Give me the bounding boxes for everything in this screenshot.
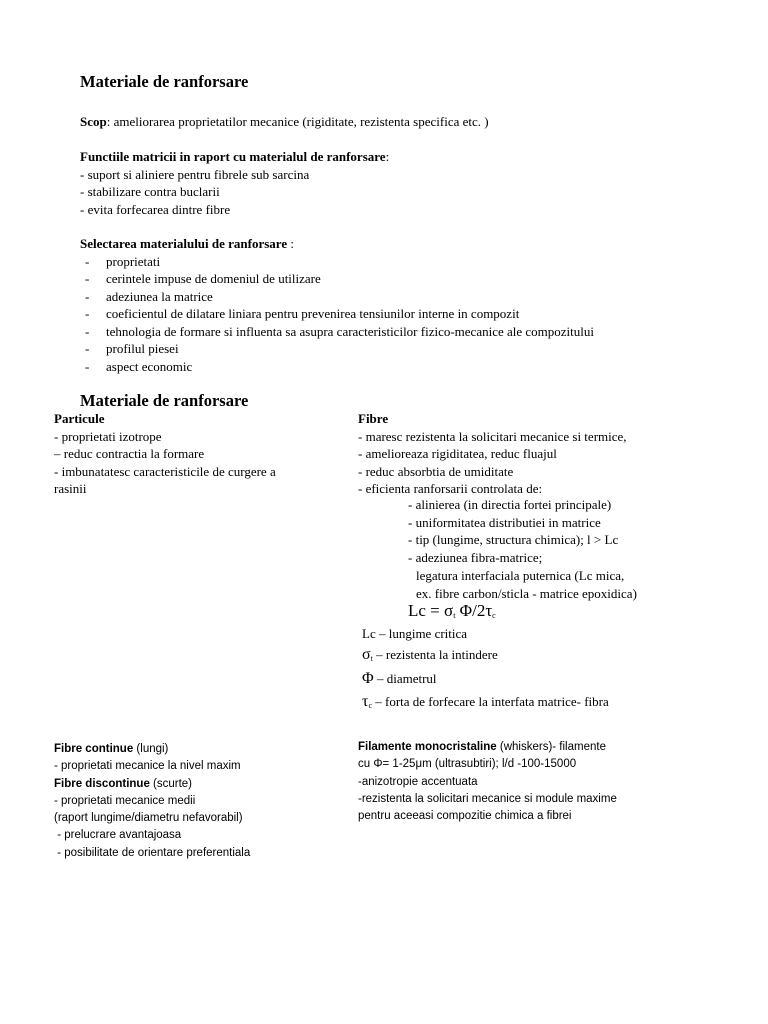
list-item: rasinii	[54, 481, 87, 496]
list-item: – reduc contractia la formare	[54, 446, 205, 461]
fibers-title: Fibre	[358, 411, 389, 426]
bond-line: ex. fibre carbon/sticla - matrice epoxidica)	[416, 585, 637, 601]
list-item: - posibilitate de orientare preferentiala	[54, 846, 251, 859]
list-item: (raport lungime/diametru nefavorabil)	[54, 812, 243, 825]
selection-heading	[80, 235, 594, 253]
legend-phi-symbol: Φ	[362, 670, 374, 687]
list-item: - coeficientul de dilatare liniara pentru prevenirea tensiunilor interne in compozit	[80, 305, 594, 323]
whiskers-title: Filamente monocristaline	[358, 741, 497, 753]
selection-title: Selectarea materialului de ranforsare	[80, 236, 288, 251]
formula-tau-sub: c	[492, 611, 496, 620]
discontinuous-note: (scurte)	[149, 777, 193, 790]
list-item: - profilul piesei	[80, 340, 594, 358]
legend-lc-symbol: Lc	[362, 626, 376, 641]
legend-tau-text: – forta de forfecare la interfata matrice- fibra	[372, 694, 609, 709]
list-item: - proprietati mecanice medii	[54, 794, 196, 807]
whiskers-block	[358, 739, 617, 825]
list-item: - amelioreaza rigiditatea, reduc fluajul	[358, 446, 557, 461]
list-item: - adeziunea la matrice	[80, 288, 594, 306]
continuous-note: (lungi)	[133, 743, 169, 755]
legend-sigma	[362, 646, 498, 668]
formula-middle: Φ/2τ	[455, 601, 493, 620]
legend-sigma-sub: t	[370, 654, 373, 663]
continuous-heading	[54, 741, 250, 758]
legend-lc-text: – lungime critica	[375, 626, 468, 641]
functions-heading	[80, 148, 389, 166]
scope-line	[80, 113, 489, 131]
list-item: -anizotropie accentuata	[358, 775, 478, 788]
legend-lc	[362, 625, 467, 643]
formula-sigma-sub: t	[453, 611, 456, 620]
list-item: -rezistenta la solicitari mecanice si module maxime	[358, 792, 617, 805]
section2-title: Materiale de ranforsare	[80, 391, 249, 410]
list-item: - tehnologia de formare si influenta sa asupra caracteristicilor fizico-mecanice ale compozitului	[80, 323, 594, 341]
fiber-types-block	[54, 741, 250, 862]
list-item: - suport si aliniere pentru fibrele sub sarcina	[80, 166, 310, 182]
scope-label: Scop	[80, 114, 107, 129]
list-item: - tip (lungime, structura chimica); l > Lc	[408, 532, 619, 547]
list-item: - stabilizare contra buclarii	[80, 184, 220, 199]
list-item: - prelucrare avantajoasa	[54, 829, 182, 842]
legend-sigma-symbol: σ	[362, 646, 371, 663]
functions-block	[80, 148, 389, 218]
legend-tau-sub: c	[368, 701, 372, 710]
selection-list	[80, 253, 594, 376]
particles-title: Particule	[54, 411, 105, 426]
legend-tau	[362, 693, 609, 715]
critical-length-formula	[408, 601, 496, 621]
particles-block	[54, 410, 276, 498]
list-item: - imbunatatesc caracteristicile de curgere a	[54, 463, 276, 479]
legend-tau-symbol: τ	[362, 693, 369, 710]
fibers-block	[358, 410, 627, 498]
continuous-title: Fibre continue	[54, 743, 134, 755]
whiskers-heading	[358, 739, 617, 756]
list-item: cu Φ= 1-25μm (ultrasubtiri); l/d -100-15000	[358, 758, 577, 771]
formula-lhs: Lc = σ	[408, 601, 454, 620]
whiskers-note: (whiskers)- filamente	[496, 741, 606, 753]
list-item: - maresc rezistenta la solicitari mecanice si termice,	[358, 428, 627, 444]
discontinuous-title: Fibre discontinue	[54, 777, 150, 790]
functions-list	[80, 166, 389, 219]
legend-phi	[362, 670, 437, 688]
selection-block	[80, 235, 594, 375]
list-item: - adeziunea fibra-matrice;	[408, 549, 543, 565]
legend-phi-text: – diametrul	[373, 671, 437, 686]
list-item: - cerintele impuse de domeniul de utilizare	[80, 270, 594, 288]
list-item: - proprietati	[80, 253, 594, 271]
bond-line: legatura interfaciala puternica (Lc mica,	[416, 568, 625, 583]
list-item: - alinierea (in directia fortei principale)	[408, 497, 612, 512]
scope-text: : ameliorarea proprietatilor mecanice (rigiditate, rezistenta specifica etc. )	[106, 114, 489, 129]
list-item: - reduc absorbtia de umiditate	[358, 463, 514, 479]
functions-title: Functiile matricii in raport cu materialul de ranforsare	[80, 149, 386, 164]
bond-note	[416, 567, 637, 602]
list-item: pentru aceeasi compozitie chimica a fibrei	[358, 810, 572, 823]
selection-colon: :	[287, 236, 294, 251]
list-item: - proprietati mecanice la nivel maxim	[54, 760, 241, 773]
fibers-subitems	[408, 496, 618, 566]
list-item: - eficienta ranforsarii controlata de:	[358, 481, 543, 496]
list-item: - uniformitatea distributiei in matrice	[408, 514, 601, 530]
list-item: - proprietati izotrope	[54, 428, 162, 444]
list-item: - evita forfecarea dintre fibre	[80, 201, 231, 217]
section1-title: Materiale de ranforsare	[80, 72, 249, 91]
legend-sigma-text: – rezistenta la intindere	[372, 647, 498, 662]
list-item: - aspect economic	[80, 358, 594, 376]
discontinuous-heading	[54, 776, 250, 793]
functions-colon: :	[385, 149, 390, 164]
